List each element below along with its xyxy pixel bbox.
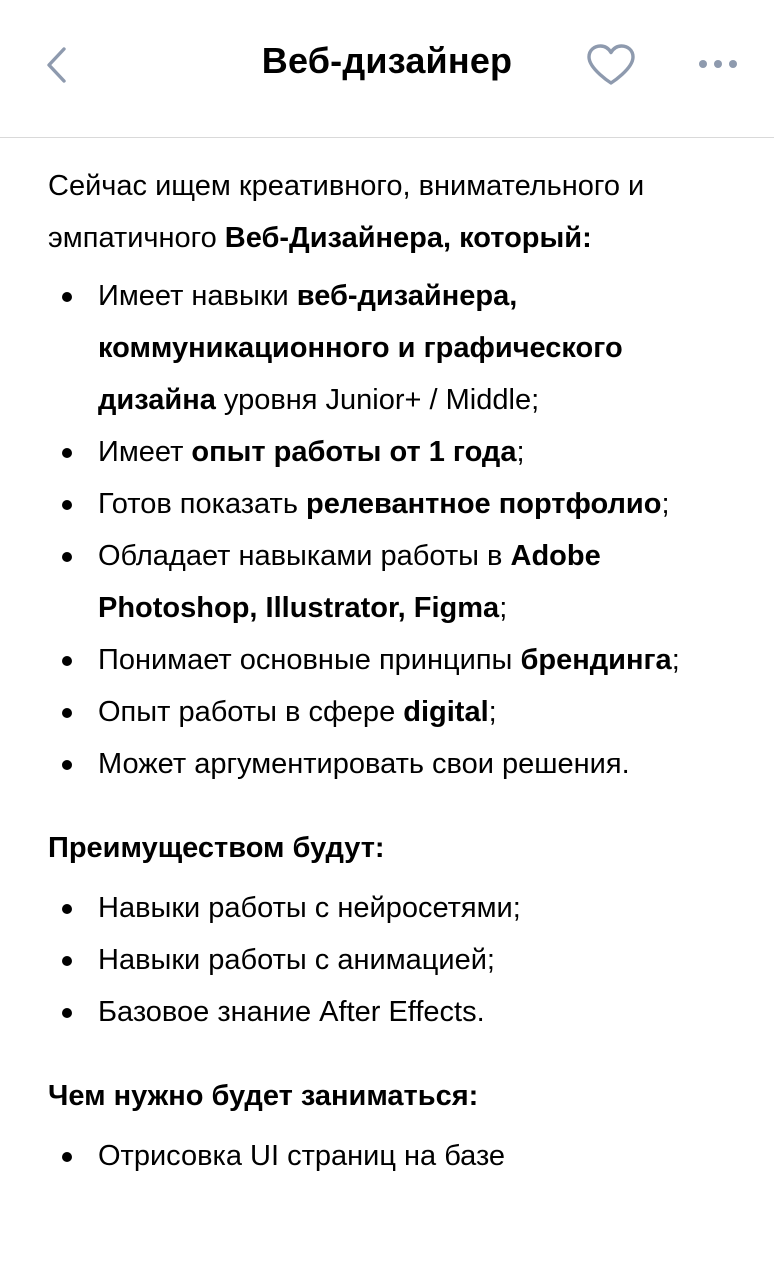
advantages-heading: Преимуществом будут: bbox=[48, 832, 385, 864]
page-title: Веб-дизайнер bbox=[261, 40, 513, 81]
intro-text: Сейчас ищем креативного, внимательного и эмпатичного bbox=[48, 170, 645, 254]
chevron-left-icon bbox=[45, 46, 67, 84]
navigation-bar bbox=[0, 0, 774, 138]
advantages-list bbox=[48, 882, 748, 1038]
vacancy-description bbox=[48, 160, 748, 1182]
list-item: Базовое знание After Effects. bbox=[48, 986, 748, 1038]
list-item: Опыт работы в сфере digital; bbox=[48, 686, 748, 738]
list-item: Навыки работы с анимацией; bbox=[48, 934, 748, 986]
list-item: Имеет опыт работы от 1 года; bbox=[48, 426, 748, 478]
more-dots-icon bbox=[698, 59, 738, 69]
list-item: Отрисовка UI страниц на базе bbox=[48, 1130, 748, 1182]
list-item: Готов показать релевантное портфолио; bbox=[48, 478, 748, 530]
duties-heading: Чем нужно будет заниматься: bbox=[48, 1080, 479, 1112]
list-item: Понимает основные принципы брендинга; bbox=[48, 634, 748, 686]
list-item: Навыки работы с нейросетями; bbox=[48, 882, 748, 934]
back-button[interactable] bbox=[36, 42, 76, 88]
requirements-list bbox=[48, 270, 748, 790]
intro-paragraph bbox=[48, 160, 748, 264]
list-item: Обладает навыками работы в Adobe Photoshop, Illustrator, Figma; bbox=[48, 530, 748, 634]
list-item: Имеет навыки веб-дизайнера, коммуникационного и графического дизайна уровня Junior+ / Middle; bbox=[48, 270, 748, 426]
favorite-button[interactable] bbox=[582, 40, 640, 90]
intro-bold-text: Веб-Дизайнера, который: bbox=[224, 222, 592, 254]
duties-list bbox=[48, 1130, 748, 1182]
heart-icon bbox=[585, 43, 637, 87]
list-item: Может аргументировать свои решения. bbox=[48, 738, 748, 790]
more-button[interactable] bbox=[690, 44, 746, 84]
